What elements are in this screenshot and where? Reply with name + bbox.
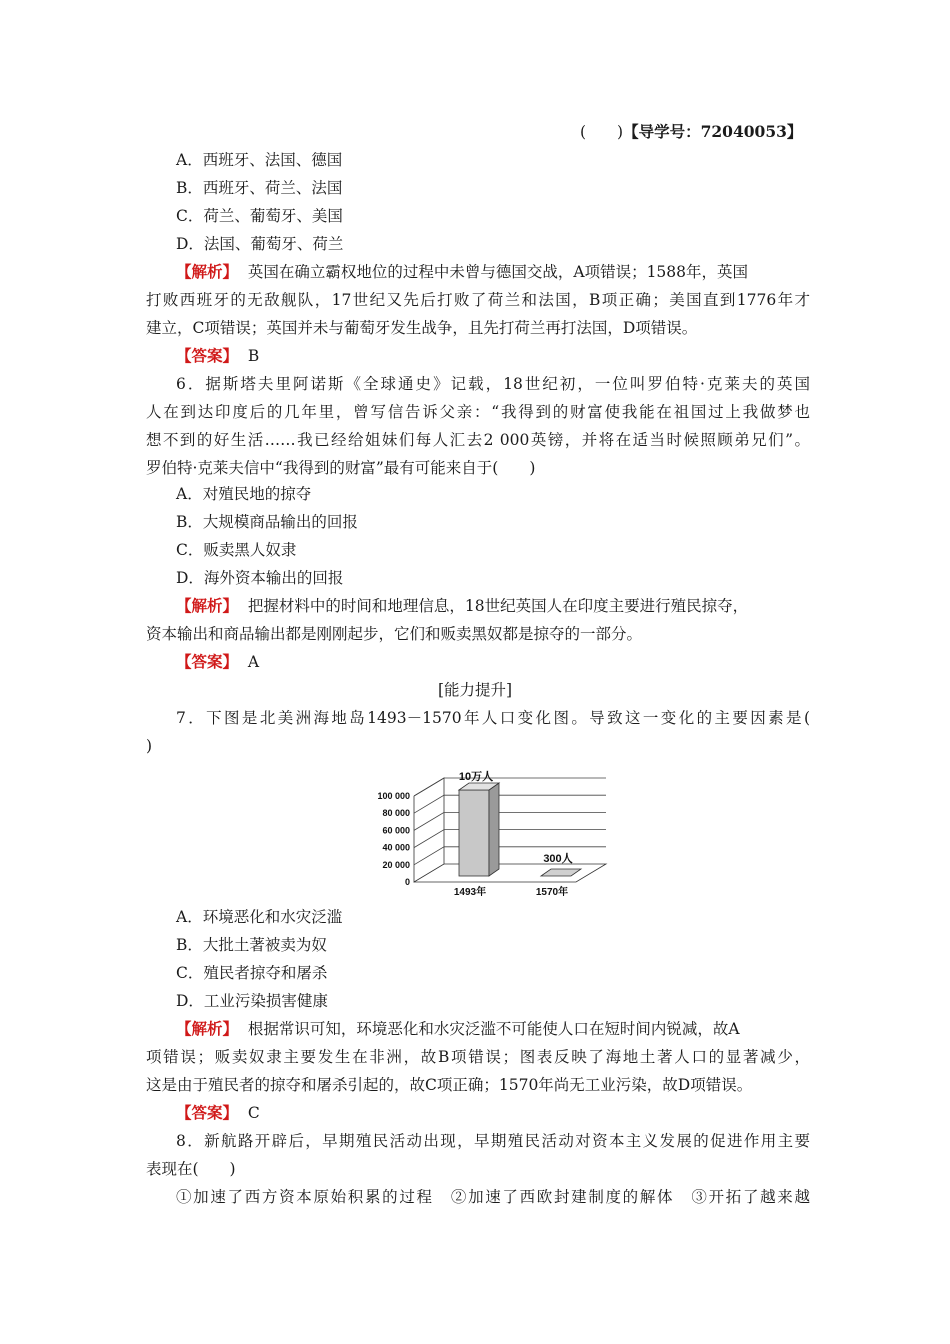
chart-y-tick-label: 0 [404, 877, 410, 887]
q5-analysis-line-2: 打败西班牙的无敌舰队，17世纪又先后打败了荷兰和法国，B项正确；美国直到1776年才 [146, 291, 810, 309]
chart-bar-front [459, 790, 489, 876]
q7-analysis-label: 【解析】 [176, 1019, 239, 1038]
q8-stem-line-2: 表现在( ) [146, 1160, 236, 1178]
q6-analysis-line-2: 资本输出和商品输出都是刚刚起步，它们和贩卖黑奴都是掠夺的一部分。 [146, 625, 643, 643]
q5-analysis-label: 【解析】 [176, 262, 239, 281]
chart-bar-flat [541, 869, 581, 876]
q6-answer-value: A [247, 653, 260, 671]
chart-gridline [414, 847, 606, 865]
q5-option-d: D．法国、葡萄牙、荷兰 [176, 235, 344, 253]
q7-answer-value: C [247, 1104, 260, 1122]
q6-stem-line-3: 想不到的好生活……我已经给姐妹们每人汇去2 000英镑，并将在适当时候照顾弟兄们”。 [146, 431, 810, 449]
q7-analysis-line-1 [176, 1018, 810, 1040]
q6-option-b: B．大规模商品输出的回报 [176, 513, 358, 531]
population-bar-chart [366, 758, 616, 906]
section-title: [能力提升] [438, 681, 513, 699]
chart-floor [414, 864, 606, 882]
q8-stem-line-1: 8．新航路开辟后，早期殖民活动出现，早期殖民活动对资本主义发展的促进作用主要 [176, 1132, 810, 1150]
q6-analysis-line-1 [176, 595, 810, 617]
q5-option-a: A．西班牙、法国、德国 [176, 151, 343, 169]
chart-y-tick-label: 40 000 [382, 842, 410, 853]
q7-stem-line-2: ) [146, 737, 153, 755]
chart-y-tick-label: 20 000 [382, 859, 410, 870]
chart-gridline [414, 778, 606, 796]
q7-answer-label: 【答案】 [176, 1103, 239, 1122]
q7-stem-line-1: 7．下图是北美洲海地岛1493－1570年人口变化图。导致这一变化的主要因素是( [176, 709, 810, 727]
chart-data-label: 10万人 [458, 771, 494, 783]
q6-answer-line [176, 651, 259, 673]
chart-x-category-label: 1570年 [535, 887, 569, 898]
q6-stem-line-4: 罗伯特·克莱夫信中“我得到的财富”最有可能来自于( ) [146, 459, 536, 477]
q5-answer-label: 【答案】 [176, 346, 239, 365]
q7-analysis-text-1: 根据常识可知，环境恶化和水灾泛滥不可能使人口在短时间内锐减，故A [247, 1020, 740, 1038]
q5-answer-line [176, 345, 259, 367]
chart-bar-side [489, 783, 499, 876]
q5-option-c: C．荷兰、葡萄牙、美国 [176, 207, 343, 225]
q5-answer-value: B [247, 347, 260, 365]
q7-answer-line [176, 1102, 260, 1124]
q8-stem-line-3: ①加速了西方资本原始积累的过程 ②加速了西欧封建制度的解体 ③开拓了越来越 [176, 1188, 810, 1206]
q7-analysis-line-3: 这是由于殖民者的掠夺和屠杀引起的，故C项正确；1570年尚无工业污染，故D项错误。 [146, 1076, 753, 1094]
q5-header [580, 121, 802, 143]
q6-option-a: A．对殖民地的掠夺 [176, 485, 312, 503]
q6-stem-line-1: 6．据斯塔夫里阿诺斯《全球通史》记载，18世纪初，一位叫罗伯特·克莱夫的英国 [176, 375, 810, 393]
chart-gridline [414, 795, 606, 813]
q5-guide-number: 【导学号：72040053】 [623, 122, 803, 141]
chart-x-category-label: 1493年 [453, 887, 487, 898]
q5-analysis-text-1: 英国在确立霸权地位的过程中未曾与德国交战，A项错误；1588年，英国 [247, 263, 749, 281]
q5-analysis-line-3: 建立，C项错误；英国并未与葡萄牙发生战争，且先打荷兰再打法国，D项错误。 [146, 319, 698, 337]
q5-analysis-line-1 [176, 261, 810, 283]
q6-analysis-label: 【解析】 [176, 596, 239, 615]
q7-analysis-line-2: 项错误；贩卖奴隶主要发生在非洲，故B项错误；图表反映了海地土著人口的显著减少， [146, 1048, 810, 1066]
chart-y-tick-label: 60 000 [382, 825, 410, 836]
chart-gridline [414, 830, 606, 848]
q6-option-d: D．海外资本输出的回报 [176, 569, 344, 587]
chart-y-tick-label: 100 000 [377, 791, 410, 801]
q6-stem-line-2: 人在到达印度后的几年里，曾写信告诉父亲：“我得到的财富使我能在祖国过上我做梦也 [146, 403, 810, 421]
q7-option-b: B．大批土著被卖为奴 [176, 936, 327, 954]
q6-analysis-text-1: 把握材料中的时间和地理信息，18世纪英国人在印度主要进行殖民掠夺， [247, 597, 749, 615]
q6-answer-label: 【答案】 [176, 652, 239, 671]
chart-y-tick-label: 80 000 [382, 808, 410, 819]
q5-option-b: B．西班牙、荷兰、法国 [176, 179, 343, 197]
q6-option-c: C．贩卖黑人奴隶 [176, 541, 297, 559]
q7-option-a: A．环境恶化和水灾泛滥 [176, 908, 343, 926]
q7-option-c: C．殖民者掠夺和屠杀 [176, 964, 328, 982]
chart-gridline [414, 812, 606, 830]
chart-data-label: 300人 [543, 853, 573, 865]
q5-answer-paren: ( ) [580, 123, 624, 141]
q7-option-d: D．工业污染损害健康 [176, 992, 328, 1010]
